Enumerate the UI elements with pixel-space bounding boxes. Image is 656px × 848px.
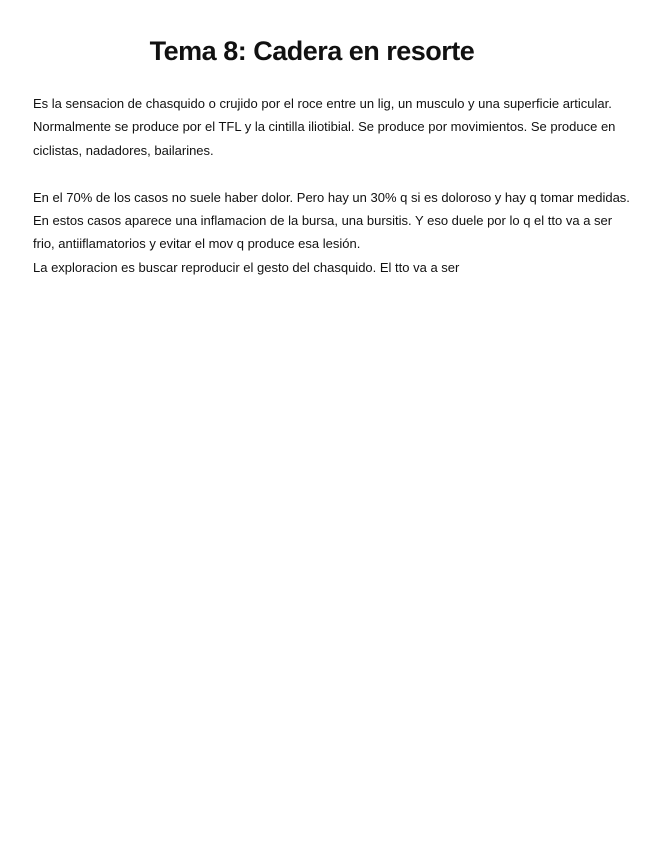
page-title: Tema 8: Cadera en resorte [149, 36, 475, 66]
paragraph-spacer [33, 162, 633, 185]
paragraph-pain: En el 70% de los casos no suele haber dolor. Pero hay un 30% q si es doloroso y hay q tomar medidas. [33, 189, 630, 205]
document-body [33, 92, 633, 279]
paragraph-bursitis: En estos casos aparece una inflamacion de la bursa, una bursitis. Y eso duele por lo q el tto va a ser frio, antiiflamatorios y evitar el mov q produce esa lesión. [33, 213, 613, 252]
paragraph-exploration: La exploracion es buscar reproducir el gesto del chasquido. El tto va a ser [33, 259, 460, 275]
paragraph-definition: Es la sensacion de chasquido o crujido por el roce entre un lig, un musculo y una superficie articular. Normalmente se produce por el TFL y la cintilla iliotibial. Se produce por movimientos. Se produce en ciclistas, nadadores, bailarines. [33, 96, 616, 158]
